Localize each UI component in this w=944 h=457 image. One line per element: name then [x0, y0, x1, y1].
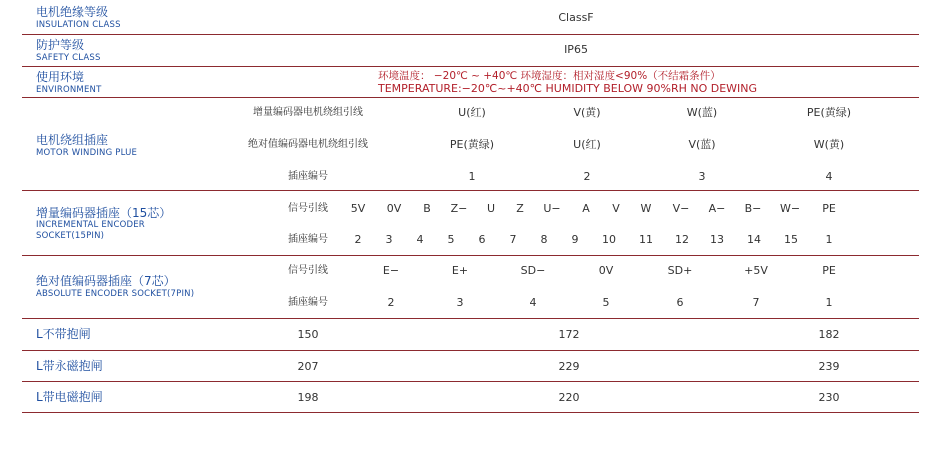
incremental-signal: A−: [708, 202, 726, 215]
absolute-signal: SD−: [520, 264, 546, 277]
incremental-signal: 0V: [386, 202, 402, 215]
environment-label-cn: 使用环境: [36, 70, 85, 84]
incremental-signal: W: [640, 202, 652, 215]
length-value: 172: [558, 328, 580, 341]
length-value: 220: [558, 391, 580, 404]
absolute-label-cn: 绝对值编码器插座（7芯）: [36, 274, 176, 288]
absolute-pin: 7: [752, 296, 760, 309]
motor-winding-cell: W(黄): [813, 138, 845, 151]
incremental-signal: B−: [744, 202, 762, 215]
incremental-pin: 14: [747, 233, 761, 246]
absolute-signal: E−: [382, 264, 400, 277]
absolute-label-en: ABSOLUTE ENCODER SOCKET(7PIN): [36, 289, 195, 299]
incremental-pin: 7: [509, 233, 517, 246]
incremental-pin-label: 插座编号: [288, 234, 328, 245]
incremental-signal-label: 信号引线: [288, 203, 328, 214]
row-divider: [22, 34, 919, 35]
motor-winding-cell: V(黄): [573, 106, 601, 119]
absolute-pin: 3: [456, 296, 464, 309]
incremental-pin: 12: [675, 233, 689, 246]
incremental-signal: Z−: [450, 202, 468, 215]
motor-winding-row2-label: 绝对值编码器电机绕组引线: [248, 139, 368, 150]
motor-winding-cell: U(红): [573, 138, 601, 151]
row-divider: [22, 318, 919, 319]
length-value: 150: [297, 328, 319, 341]
length-value: 229: [558, 360, 580, 373]
motor-winding-cell: 4: [825, 170, 833, 183]
motor-winding-cell: PE(黄绿): [806, 106, 852, 119]
motor-winding-cell: W(蓝): [686, 106, 718, 119]
incremental-signal: V: [612, 202, 620, 215]
incremental-pin: 11: [639, 233, 653, 246]
incremental-signal: Z: [516, 202, 524, 215]
incremental-signal: B: [423, 202, 431, 215]
motor-winding-cell: V(蓝): [688, 138, 716, 151]
incremental-pin: 8: [540, 233, 548, 246]
length-value: 198: [297, 391, 319, 404]
incremental-label-cn: 增量编码器插座（15芯）: [36, 206, 172, 220]
environment-label-en: ENVIRONMENT: [36, 85, 102, 95]
absolute-pin: 2: [387, 296, 395, 309]
incremental-signal: A: [582, 202, 590, 215]
row-divider: [22, 97, 919, 98]
absolute-signal: 0V: [598, 264, 614, 277]
incremental-pin: 3: [385, 233, 393, 246]
row-divider: [22, 255, 919, 256]
incremental-label-en-1: INCREMENTAL ENCODER: [36, 220, 145, 230]
absolute-signal: E+: [451, 264, 469, 277]
motor-winding-label-en: MOTOR WINDING PLUE: [36, 148, 138, 158]
motor-winding-cell: PE(黄绿): [449, 138, 495, 151]
length-label: L不带抱闸: [36, 327, 91, 341]
incremental-signal: U−: [543, 202, 561, 215]
incremental-label-en-2: SOCKET(15PIN): [36, 231, 105, 241]
length-label: L带电磁抱闸: [36, 390, 103, 404]
absolute-pin: 4: [529, 296, 537, 309]
motor-winding-row3-label: 插座编号: [288, 171, 328, 182]
motor-winding-row1-label: 增量编码器电机绕组引线: [253, 107, 363, 118]
insulation-label-cn: 电机绝缘等级: [36, 5, 109, 19]
absolute-signal: PE: [822, 264, 836, 277]
row-divider: [22, 350, 919, 351]
incremental-pin: 15: [784, 233, 798, 246]
length-label: L带永磁抱闸: [36, 359, 103, 373]
absolute-signal: +5V: [744, 264, 768, 277]
incremental-pin: 5: [447, 233, 455, 246]
absolute-signal: SD+: [667, 264, 693, 277]
motor-winding-cell: 3: [698, 170, 706, 183]
row-divider: [22, 66, 919, 67]
incremental-signal: 5V: [350, 202, 366, 215]
absolute-pin-label: 插座编号: [288, 297, 328, 308]
incremental-signal: PE: [822, 202, 836, 215]
insulation-value: ClassF: [558, 11, 594, 24]
motor-winding-cell: U(红): [458, 106, 486, 119]
safety-label-en: SAFETY CLASS: [36, 53, 101, 63]
environment-line-1: 环境温度： −20℃ ~ +40℃ 环境湿度：相对湿度<90%（不结霜条件）: [378, 70, 721, 82]
incremental-signal: V−: [672, 202, 690, 215]
incremental-signal: W−: [779, 202, 801, 215]
insulation-label-en: INSULATION CLASS: [36, 20, 121, 30]
row-divider: [22, 381, 919, 382]
incremental-pin: 10: [602, 233, 616, 246]
length-value: 207: [297, 360, 319, 373]
environment-line-2: TEMPERATURE:−20℃~+40℃ HUMIDITY BELOW 90%RH NO DEWING: [378, 82, 758, 95]
incremental-pin: 2: [354, 233, 362, 246]
absolute-pin: 6: [676, 296, 684, 309]
absolute-signal-label: 信号引线: [288, 265, 328, 276]
safety-label-cn: 防护等级: [36, 38, 85, 52]
incremental-pin: 9: [571, 233, 579, 246]
incremental-pin: 6: [478, 233, 486, 246]
motor-winding-cell: 1: [468, 170, 476, 183]
incremental-pin: 4: [416, 233, 424, 246]
incremental-pin: 13: [710, 233, 724, 246]
incremental-signal: U: [486, 202, 496, 215]
motor-winding-label-cn: 电机绕组插座: [36, 133, 109, 147]
row-divider: [22, 190, 919, 191]
row-divider: [22, 412, 919, 413]
length-value: 239: [818, 360, 840, 373]
length-value: 182: [818, 328, 840, 341]
absolute-pin: 1: [825, 296, 833, 309]
absolute-pin: 5: [602, 296, 610, 309]
incremental-pin: 1: [825, 233, 833, 246]
motor-winding-cell: 2: [583, 170, 591, 183]
length-value: 230: [818, 391, 840, 404]
safety-value: IP65: [564, 43, 588, 56]
